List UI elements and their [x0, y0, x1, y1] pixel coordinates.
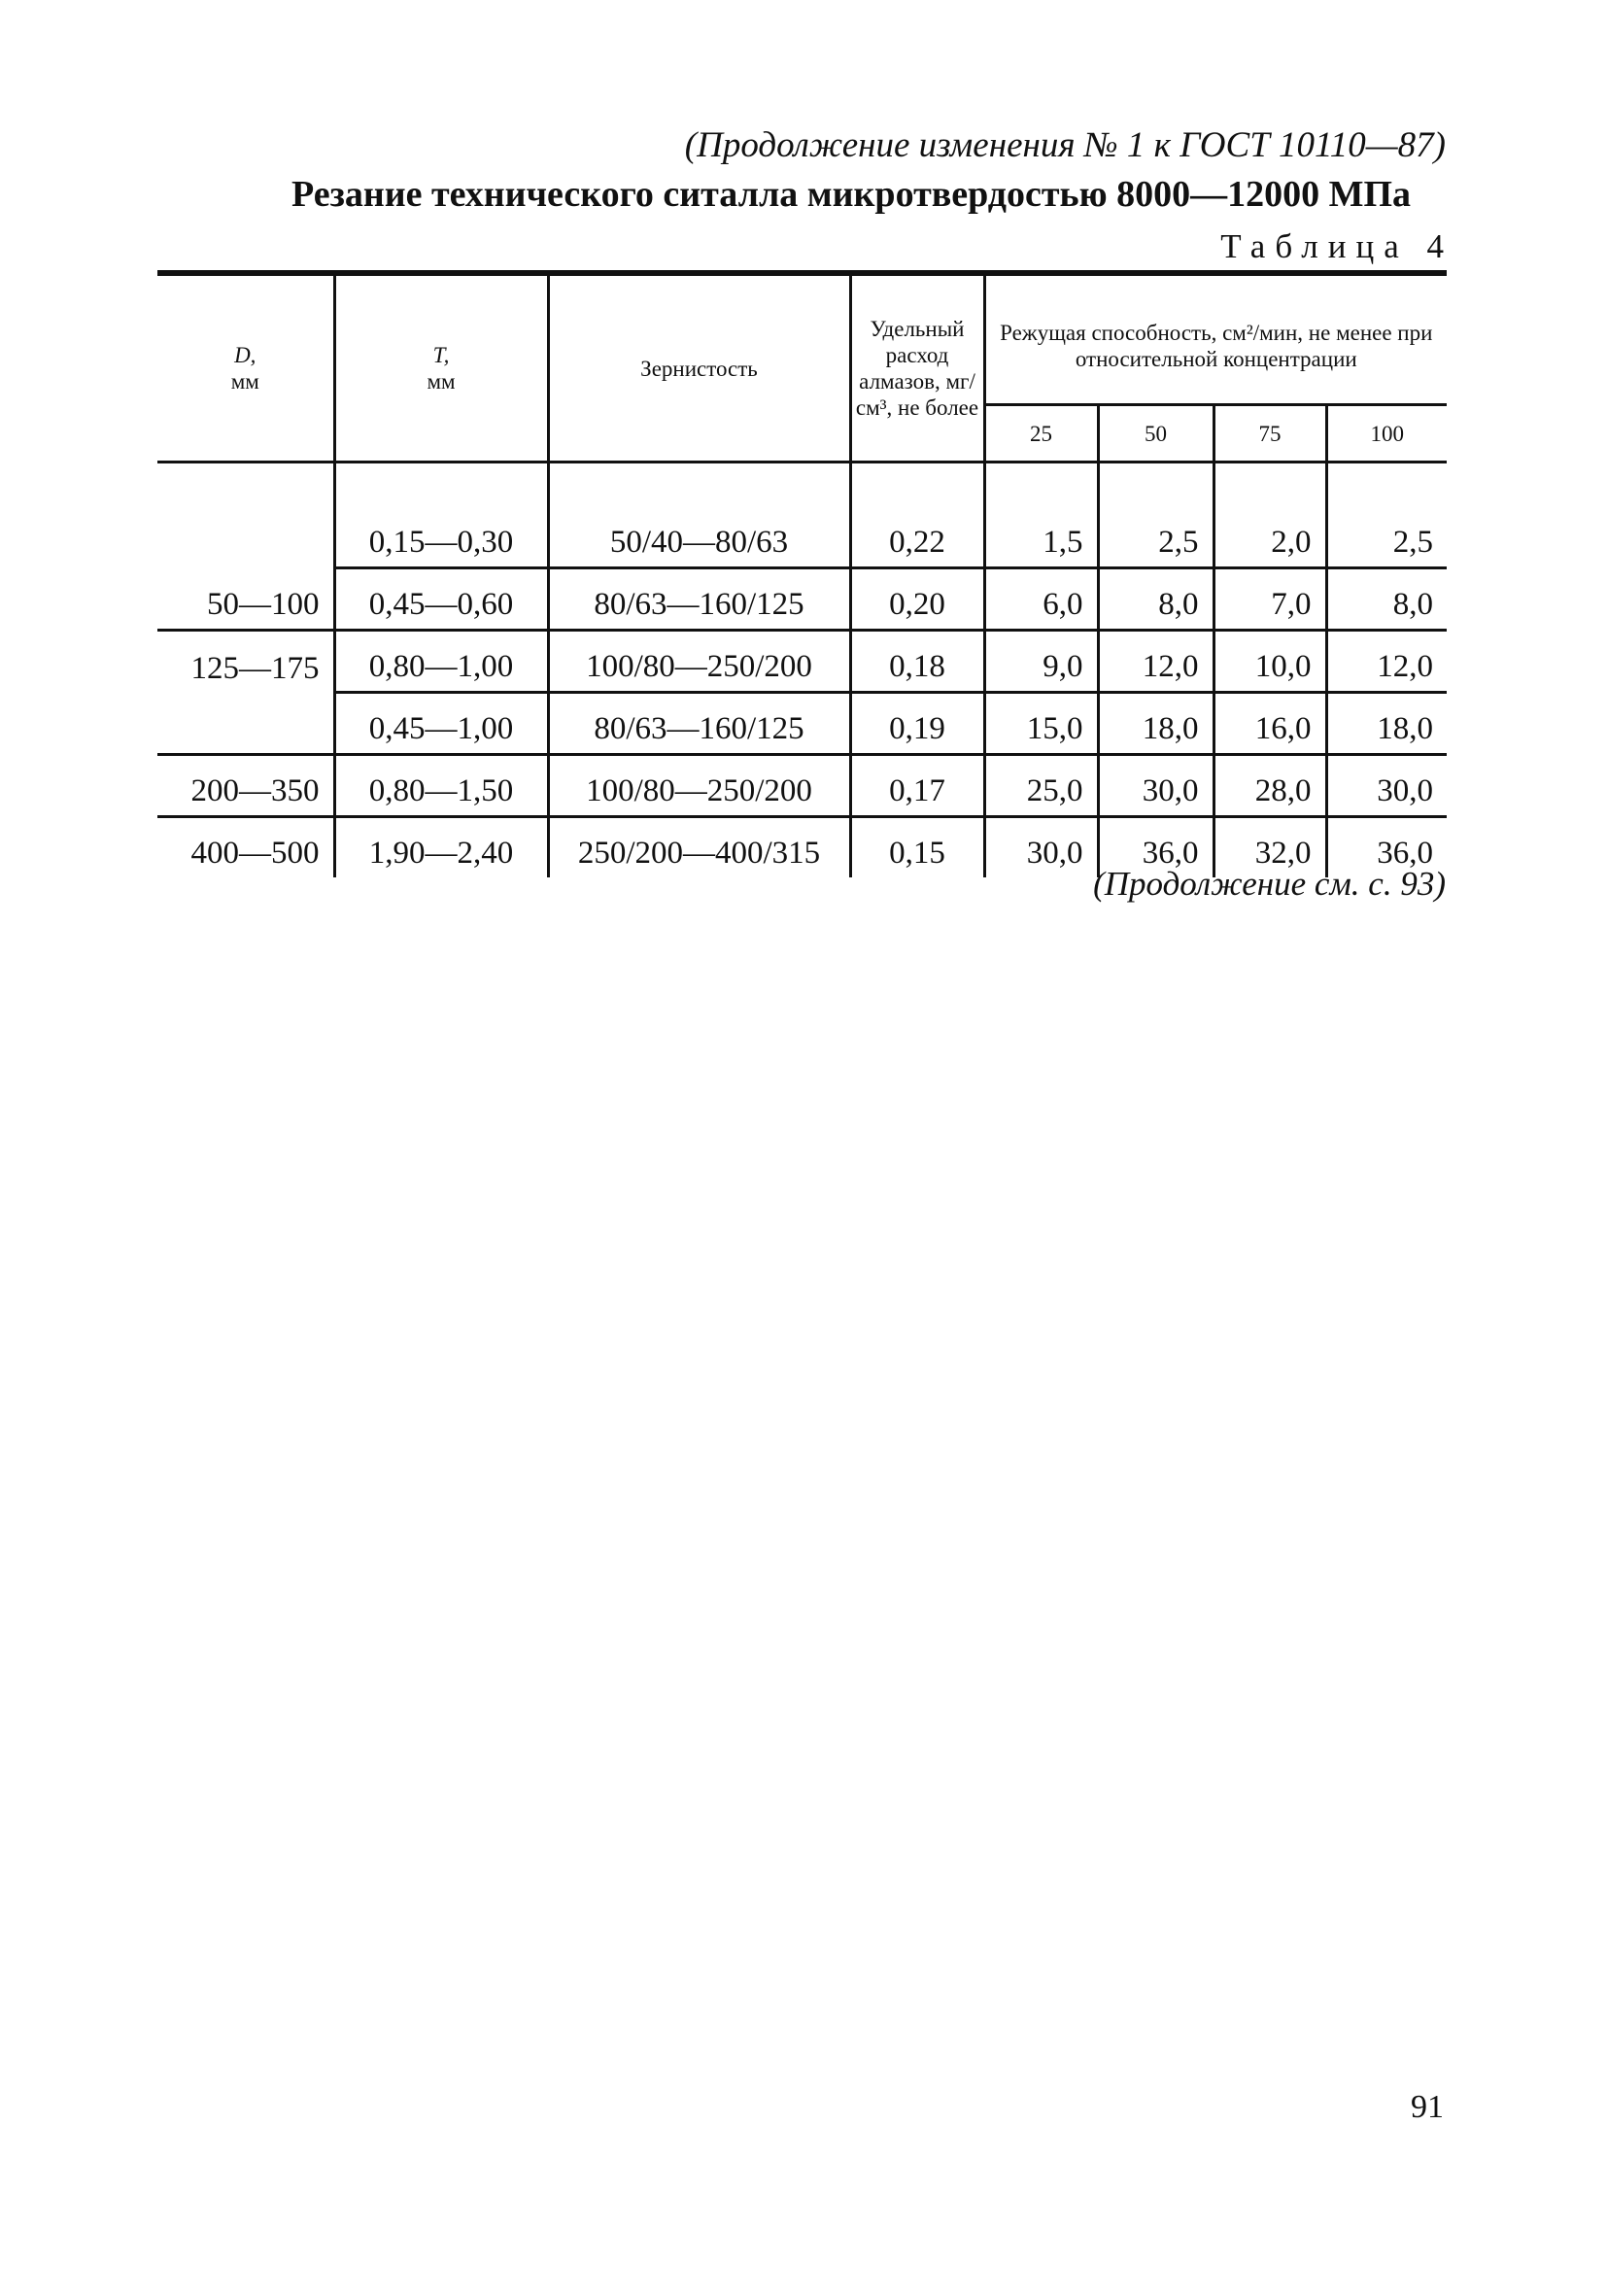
header-concentration: 25	[984, 405, 1098, 463]
header-grit: Зернистость	[548, 273, 850, 463]
cell-value: 10,0	[1214, 631, 1326, 693]
cell-d: 400—500	[157, 817, 334, 878]
cell-value: 12,0	[1326, 631, 1447, 693]
cell-d	[157, 463, 334, 568]
cell-value: 6,0	[984, 568, 1098, 631]
cell-value: 8,0	[1098, 568, 1214, 631]
cell-d: 125—175	[157, 631, 334, 693]
cell-grit: 80/63—160/125	[548, 568, 850, 631]
cell-value: 2,5	[1326, 463, 1447, 568]
cell-value: 30,0	[1098, 755, 1214, 817]
cell-consumption: 0,20	[850, 568, 984, 631]
cell-value: 36,0	[1098, 817, 1214, 878]
spec-table	[157, 270, 1447, 877]
document-title: Резание технического ситалла микротвердостью 8000—12000 МПа	[291, 174, 1412, 215]
cell-t: 0,80—1,50	[334, 755, 548, 817]
cell-grit: 80/63—160/125	[548, 693, 850, 755]
page-number: 91	[1411, 2089, 1444, 2125]
cell-grit: 50/40—80/63	[548, 463, 850, 568]
cell-t: 0,45—1,00	[334, 693, 548, 755]
table-number: 4	[1426, 227, 1444, 265]
cell-t: 1,90—2,40	[334, 817, 548, 878]
cell-t: 0,15—0,30	[334, 463, 548, 568]
table-row	[157, 755, 1447, 817]
cell-d	[157, 693, 334, 755]
cell-value: 15,0	[984, 693, 1098, 755]
header-concentration: 50	[1098, 405, 1214, 463]
header-cutting-capacity: Режущая способность, см²/мин, не менее при относительной концентрации	[984, 273, 1447, 405]
cell-value: 16,0	[1214, 693, 1326, 755]
table-label-word: Таблица	[1220, 227, 1409, 265]
table-row	[157, 631, 1447, 693]
cell-value: 32,0	[1214, 817, 1326, 878]
header-consumption: Удельный расход алмазов, мг/см³, не более	[850, 273, 984, 463]
cell-value: 2,0	[1214, 463, 1326, 568]
cell-value: 9,0	[984, 631, 1098, 693]
header-concentration: 100	[1326, 405, 1447, 463]
cell-value: 12,0	[1098, 631, 1214, 693]
cell-t: 0,80—1,00	[334, 631, 548, 693]
table-header	[157, 273, 1447, 463]
cell-value: 18,0	[1098, 693, 1214, 755]
cell-value: 28,0	[1214, 755, 1326, 817]
cell-value: 36,0	[1326, 817, 1447, 878]
header-concentration: 75	[1214, 405, 1326, 463]
cell-value: 2,5	[1098, 463, 1214, 568]
cell-value: 7,0	[1214, 568, 1326, 631]
footer-note: (Продолжение см. с. 93)	[1093, 865, 1446, 903]
table-row	[157, 693, 1447, 755]
cell-t: 0,45—0,60	[334, 568, 548, 631]
cell-consumption: 0,22	[850, 463, 984, 568]
cell-value: 8,0	[1326, 568, 1447, 631]
cell-consumption: 0,17	[850, 755, 984, 817]
cell-grit: 100/80—250/200	[548, 631, 850, 693]
cell-grit: 250/200—400/315	[548, 817, 850, 878]
table-row	[157, 463, 1447, 568]
cell-value: 30,0	[1326, 755, 1447, 817]
table-row	[157, 568, 1447, 631]
table-label	[1220, 227, 1444, 266]
header-t: T, мм	[334, 273, 548, 463]
cell-d: 50—100	[157, 568, 334, 631]
header-d: D, мм	[157, 273, 334, 463]
cell-value: 30,0	[984, 817, 1098, 878]
header-note: (Продолжение изменения № 1 к ГОСТ 10110—87)	[684, 125, 1446, 165]
cell-consumption: 0,19	[850, 693, 984, 755]
cell-consumption: 0,18	[850, 631, 984, 693]
cell-value: 18,0	[1326, 693, 1447, 755]
cell-grit: 100/80—250/200	[548, 755, 850, 817]
cell-d: 200—350	[157, 755, 334, 817]
cell-value: 1,5	[984, 463, 1098, 568]
cell-value: 25,0	[984, 755, 1098, 817]
cell-consumption: 0,15	[850, 817, 984, 878]
